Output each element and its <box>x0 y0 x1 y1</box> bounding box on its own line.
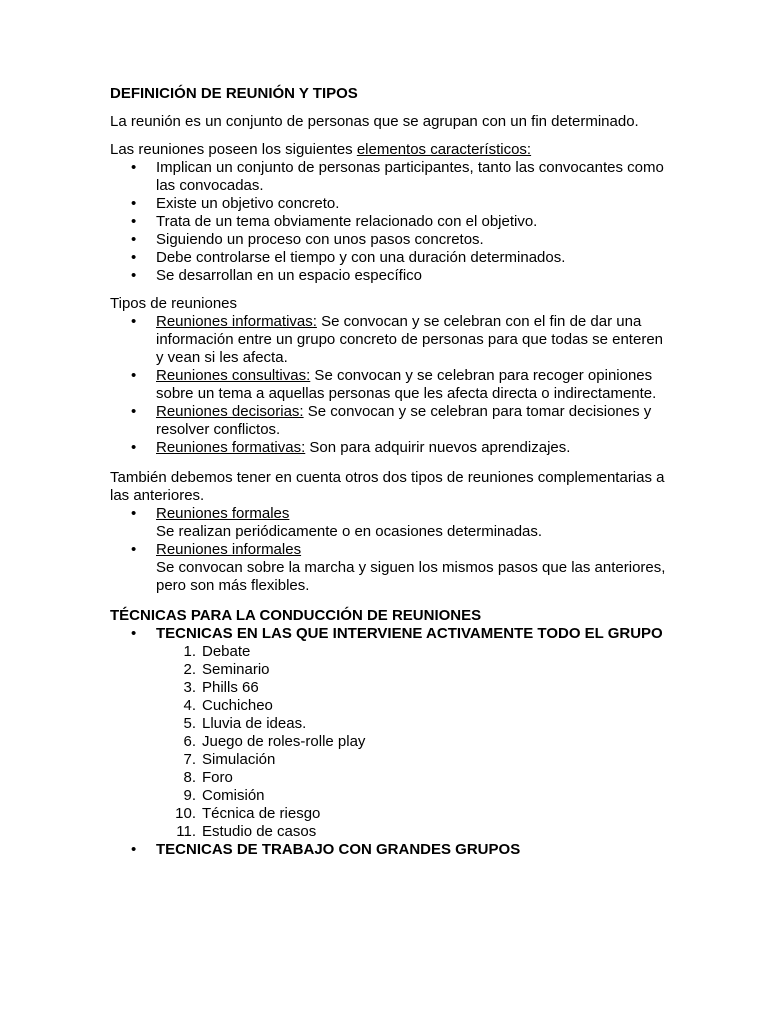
tecnicas-grupo-list <box>156 643 670 841</box>
complementarias-list <box>110 505 670 595</box>
list-item <box>110 625 670 841</box>
bullet-icon: • <box>131 195 137 212</box>
bullet-icon: • <box>131 625 137 642</box>
list-item: • Reuniones formativas: Son para adquirir nuevos aprendizajes. <box>131 439 571 456</box>
list-item: 8. Foro <box>183 769 233 786</box>
tecnicas-list <box>110 625 670 859</box>
list-item: 9. Comisión <box>183 787 265 804</box>
bullet-icon: • <box>131 505 137 522</box>
list-item: 5. Lluvia de ideas. <box>183 715 307 732</box>
bullet-icon: • <box>131 403 137 420</box>
list-item: 1. Debate <box>183 643 251 660</box>
list-item: • Implican un conjunto de personas participantes, tanto las convocantes como las convocadas. <box>131 159 664 194</box>
list-item: • Siguiendo un proceso con unos pasos concretos. <box>131 231 484 248</box>
elementos-prefix: Las reuniones poseen los siguientes <box>110 141 357 158</box>
elementos-list <box>110 159 670 285</box>
list-item: • Reuniones formales Se realizan periódicamente o en ocasiones determinadas. <box>131 505 543 540</box>
paragraph-elementos <box>110 141 670 159</box>
tecnicas-grandes-title: TECNICAS DE TRABAJO CON GRANDES GRUPOS <box>156 841 521 858</box>
paragraph-tipos-label: Tipos de reuniones <box>110 295 238 312</box>
section-title-tecnicas: TÉCNICAS PARA LA CONDUCCIÓN DE REUNIONES <box>110 607 482 624</box>
list-item: 4. Cuchicheo <box>183 697 273 714</box>
bullet-icon: • <box>131 313 137 330</box>
list-item: • Debe controlarse el tiempo y con una duración determinados. <box>131 249 566 266</box>
list-item: 7. Simulación <box>183 751 276 768</box>
bullet-icon: • <box>131 249 137 266</box>
list-item: • Trata de un tema obviamente relacionado con el objetivo. <box>131 213 538 230</box>
list-item: • Reuniones informales Se convocan sobre la marcha y siguen los mismos pasos que las anteriores, pero son más flexibles. <box>131 541 666 594</box>
bullet-icon: • <box>131 541 137 558</box>
list-item: • Reuniones informativas: Se convocan y se celebran con el fin de dar una información entre un grupo concreto de personas para que todas se enteren y vean si les afecta. <box>131 313 663 366</box>
bullet-icon: • <box>131 267 137 284</box>
tecnicas-grupo-title: TECNICAS EN LAS QUE INTERVIENE ACTIVAMENTE TODO EL GRUPO <box>156 625 663 642</box>
paragraph-definicion: La reunión es un conjunto de personas que se agrupan con un fin determinado. <box>110 113 639 130</box>
list-item: • Existe un objetivo concreto. <box>131 195 340 212</box>
elementos-underlined: elementos característicos: <box>356 141 532 158</box>
tipos-list <box>110 313 670 457</box>
list-item: 3. Phills 66 <box>183 679 259 696</box>
paragraph-complementarias: También debemos tener en cuenta otros dos tipos de reuniones complementarias a las anteriores. <box>110 469 665 504</box>
bullet-icon: • <box>131 367 137 384</box>
bullet-icon: • <box>131 439 137 456</box>
bullet-icon: • <box>131 841 137 858</box>
document-content <box>110 85 670 859</box>
section-title-definicion: DEFINICIÓN DE REUNIÓN Y TIPOS <box>110 85 358 102</box>
bullet-icon: • <box>131 231 137 248</box>
list-item: 6. Juego de roles-rolle play <box>183 733 366 750</box>
list-item: • Reuniones consultivas: Se convocan y se celebran para recoger opiniones sobre un tema a aquellas personas que les afecta directa o indirectamente. <box>131 367 657 402</box>
list-item: • Se desarrollan en un espacio específico <box>131 267 423 284</box>
bullet-icon: • <box>131 159 137 176</box>
list-item: 11. Estudio de casos <box>176 823 317 840</box>
list-item <box>110 841 670 859</box>
list-item: • Reuniones decisorias: Se convocan y se celebran para tomar decisiones y resolver conflictos. <box>131 403 652 438</box>
list-item: 2. Seminario <box>183 661 270 678</box>
bullet-icon: • <box>131 213 137 230</box>
list-item: 10. Técnica de riesgo <box>175 805 321 822</box>
